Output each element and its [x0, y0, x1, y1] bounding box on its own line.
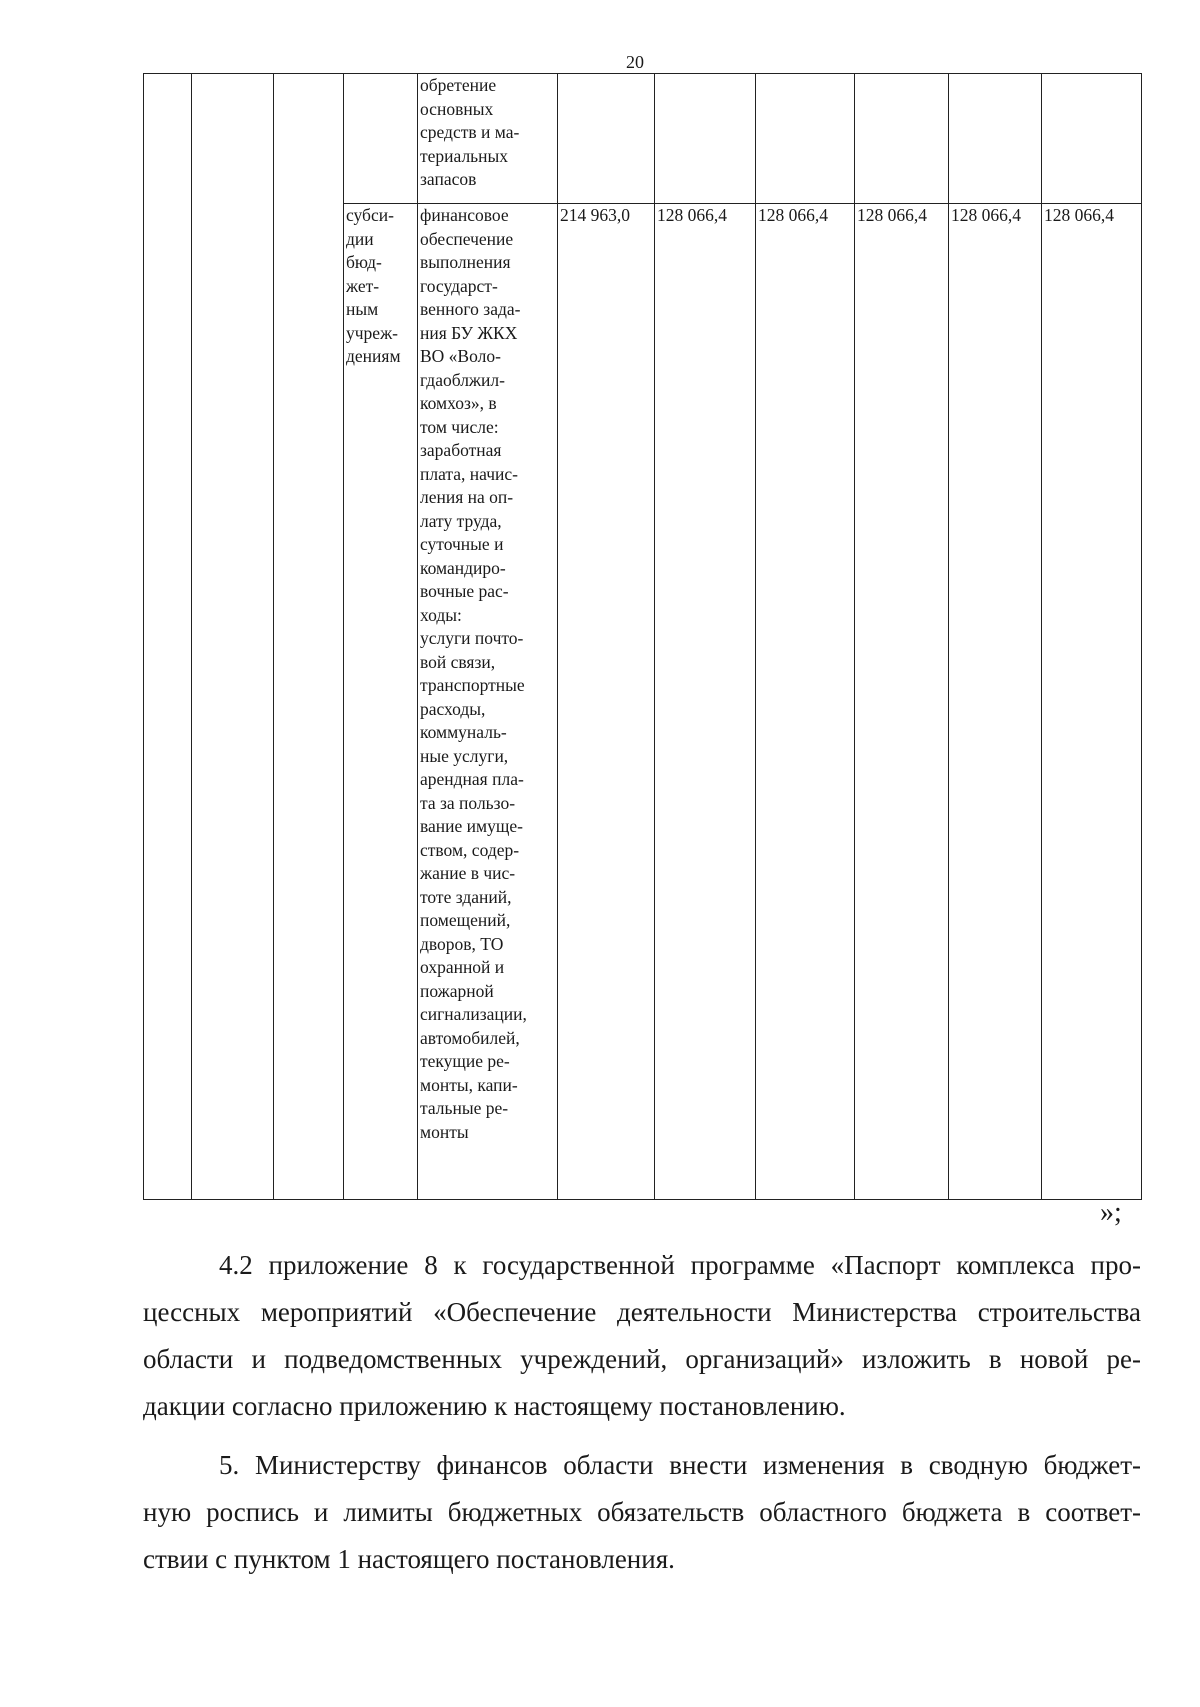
budget-table [143, 73, 1142, 1200]
table-row-top [144, 74, 1142, 204]
value-cell-top-4 [855, 74, 949, 204]
paragraph-4-2 [143, 1242, 1141, 1430]
body-text [143, 1242, 1141, 1583]
paragraph-line: ствии с пунктом 1 настоящего постановления. [143, 1544, 675, 1574]
closing-quote-mark: »; [1100, 1197, 1122, 1228]
value-cell-1: 214 963,0 [558, 204, 655, 1200]
paragraph-line: 4.2 приложение 8 к государственной программе «Паспорт комплекса про- [219, 1250, 1141, 1280]
page-number: 20 [626, 52, 644, 72]
col-3-cell [274, 74, 344, 1200]
paragraph-line: 5. Министерству финансов области внести изменения в сводную бюджет- [219, 1450, 1141, 1480]
paragraph-line: дакции согласно приложению к настоящему постановлению. [143, 1391, 846, 1421]
value-cell-4: 128 066,4 [855, 204, 949, 1200]
paragraph-line: ную роспись и лимиты бюджетных обязательств областного бюджета в соответ- [143, 1497, 1141, 1527]
kind-cell-top [344, 74, 418, 204]
value-cell-5: 128 066,4 [949, 204, 1042, 1200]
value-cell-top-5 [949, 74, 1042, 204]
value-cell-6: 128 066,4 [1042, 204, 1142, 1200]
value-cell-top-2 [655, 74, 756, 204]
paragraph-line: цессных мероприятий «Обеспечение деятельности Министерства строительства [143, 1297, 1141, 1327]
value-cell-top-6 [1042, 74, 1142, 204]
value-cell-2: 128 066,4 [655, 204, 756, 1200]
value-cell-top-1 [558, 74, 655, 204]
col-1-cell [144, 74, 192, 1200]
description-cell-top: обретение основных средств и ма- териальных запасов [418, 74, 558, 204]
paragraph-line: области и подведомственных учреждений, организаций» изложить в новой ре- [143, 1344, 1141, 1374]
description-cell: финансовое обеспечение выполнения государст- венного зада- ния БУ ЖКХ ВО «Воло- гдаоблжил- комхоз», в том числе: заработная плата, начис- ления на оп- лату труда, суточные и командиро- вочные рас- ходы: услуги почто- вой связи, транспортные расходы, коммуналь- ные услуги, арендная пла- та за пользо- вание имуще- ством, содер- жание в чис- тоте зданий, помещений, дворов, ТО охранной и пожарной сигнализации, автомобилей, текущие ре- монты, капи- тальные ре- монты [418, 204, 558, 1200]
col-2-cell [192, 74, 274, 1200]
value-cell-top-3 [756, 74, 855, 204]
value-cell-3: 128 066,4 [756, 204, 855, 1200]
kind-cell: субси- дии бюд- жет- ным учреж- дениям [344, 204, 418, 1200]
paragraph-5 [143, 1442, 1141, 1583]
